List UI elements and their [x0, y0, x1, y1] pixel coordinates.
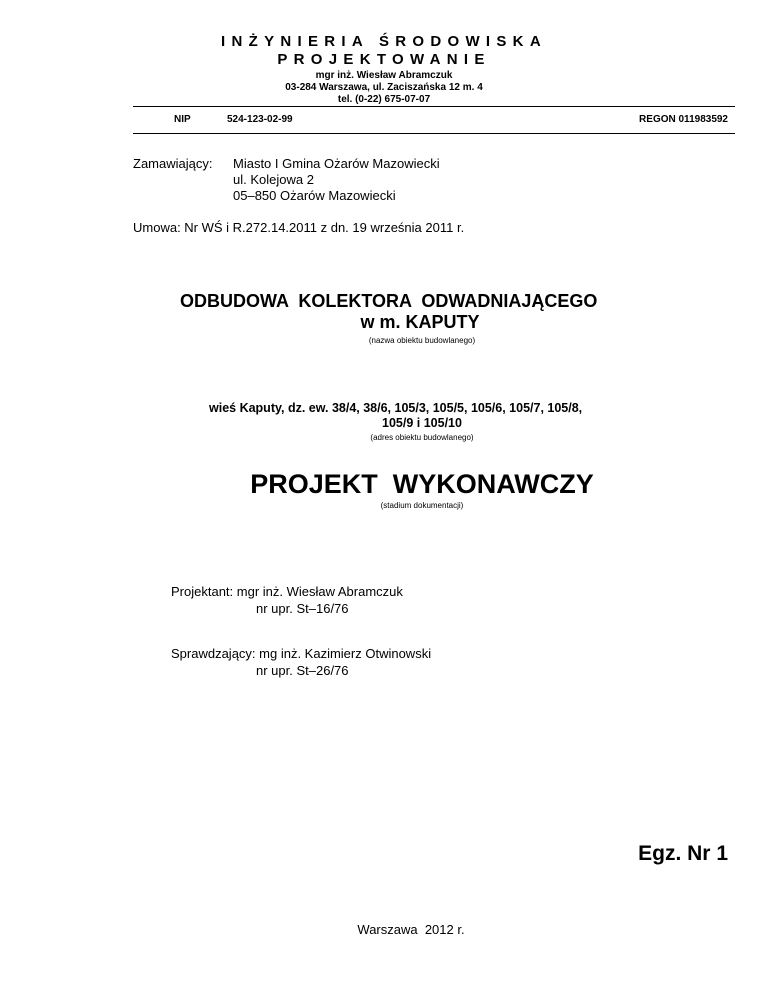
- nip-label: NIP: [174, 114, 191, 125]
- designer-license: nr upr. St–16/76: [256, 601, 349, 616]
- object-title-line2: w m. KAPUTY: [360, 312, 480, 332]
- object-title-line1: ODBUDOWA KOLEKTORA ODWADNIAJĄCEGO: [180, 291, 598, 311]
- company-phone: tel. (0-22) 675-07-07: [337, 94, 431, 105]
- header-divider-bottom: [133, 133, 735, 134]
- client-label: Zamawiający:: [133, 156, 213, 171]
- company-address: 03-284 Warszawa, ul. Zaciszańska 12 m. 4: [285, 82, 483, 93]
- client-city: 05–850 Ożarów Mazowiecki: [233, 188, 396, 203]
- place-date: Warszawa 2012 r.: [357, 922, 465, 937]
- object-address-line2: 105/9 i 105/10: [382, 416, 462, 430]
- designer: Projektant: mgr inż. Wiesław Abramczuk: [171, 584, 403, 599]
- nip-value: 524-123-02-99: [227, 114, 293, 125]
- company-owner: mgr inż. Wiesław Abramczuk: [315, 70, 453, 81]
- client-name: Miasto I Gmina Ożarów Mazowiecki: [233, 156, 440, 171]
- copy-number: Egz. Nr 1: [638, 842, 728, 865]
- object-address-caption: (adres obiektu budowlanego): [370, 433, 474, 442]
- contract-reference: Umowa: Nr WŚ i R.272.14.2011 z dn. 19 września 2011 r.: [133, 220, 465, 235]
- checker-license: nr upr. St–26/76: [256, 663, 349, 678]
- client-street: ul. Kolejowa 2: [233, 172, 314, 187]
- object-address-line1: wieś Kaputy, dz. ew. 38/4, 38/6, 105/3, 105/5, 105/6, 105/7, 105/8,: [209, 401, 583, 415]
- checker: Sprawdzający: mg inż. Kazimierz Otwinowski: [171, 646, 432, 661]
- company-activity: PROJEKTOWANIE: [277, 51, 491, 68]
- object-title-caption: (nazwa obiektu budowlanego): [368, 336, 476, 345]
- header-divider-top: [133, 106, 735, 107]
- company-name: INŻYNIERIA ŚRODOWISKA: [221, 33, 547, 50]
- document-stage-title: PROJEKT WYKONAWCZY: [250, 469, 594, 499]
- regon-number: REGON 011983592: [639, 114, 728, 125]
- document-stage-caption: (stadium dokumentacji): [380, 501, 464, 510]
